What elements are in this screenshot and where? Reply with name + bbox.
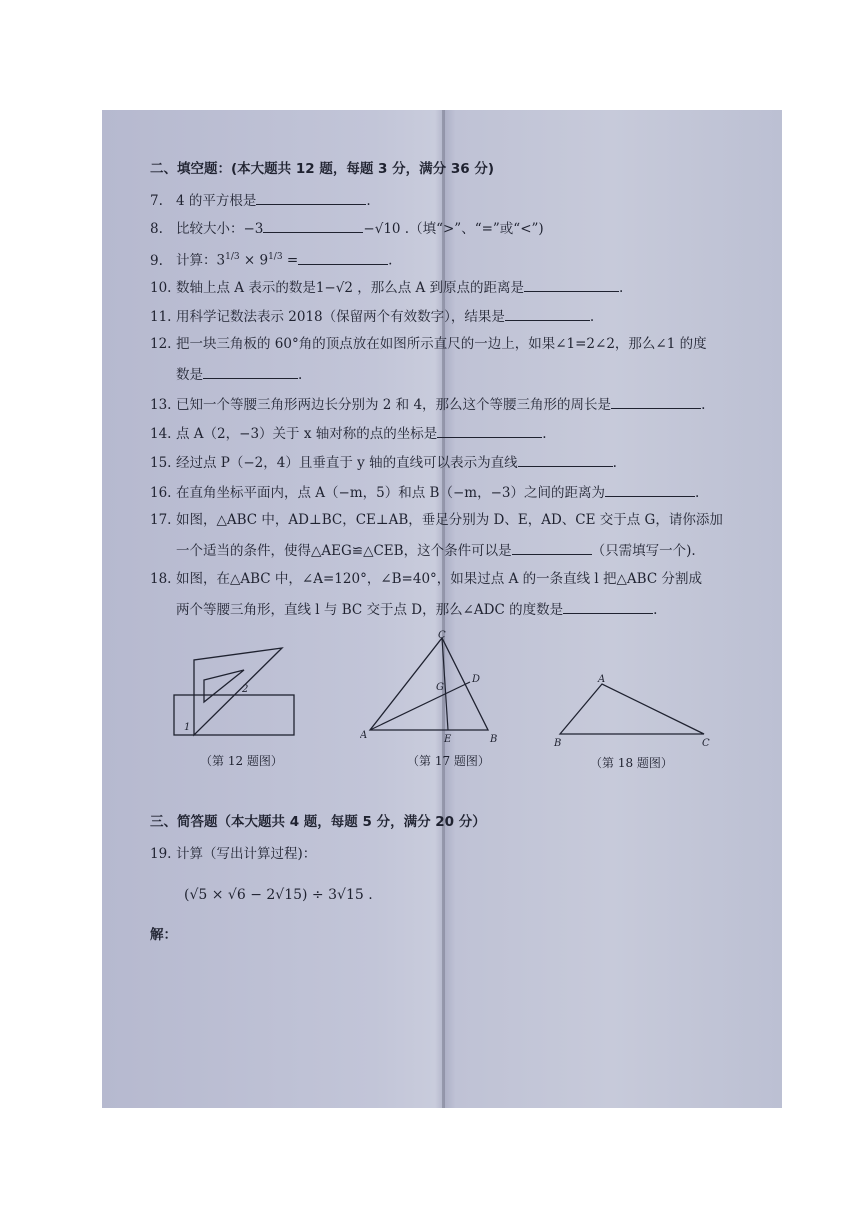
question-12: 12. 把一块三角板的 60°角的顶点放在如图所示直尺的一边上，如果∠1=2∠2，那么∠1 的度 [150, 336, 707, 352]
question-19-formula: (√5 × √6 − 2√15) ÷ 3√15 . [184, 887, 373, 903]
question-7: 7. 4 的平方根是 . [150, 190, 371, 210]
answer-blank[interactable] [505, 306, 590, 321]
fig12-caption: （第 12 题图） [200, 754, 283, 768]
answer-blank[interactable] [512, 540, 592, 555]
fig17-label-B: B [490, 734, 498, 745]
question-18-line2: 两个等腰三角形，直线 l 与 BC 交于点 D，那么∠ADC 的度数是 . [176, 599, 657, 619]
answer-blank[interactable] [263, 218, 363, 233]
fig18-label-A: A [598, 674, 606, 685]
section3-heading: 三、简答题（本大题共 4 题，每题 5 分，满分 20 分） [150, 814, 486, 830]
fig17-caption: （第 17 题图） [407, 754, 490, 768]
question-13: 13. 已知一个等腰三角形两边长分别为 2 和 4，那么这个等腰三角形的周长是 . [150, 394, 705, 414]
question-19: 19. 计算（写出计算过程)： [150, 846, 317, 862]
question-14: 14. 点 A（2，−3）关于 x 轴对称的点的坐标是 . [150, 423, 547, 443]
fig17-label-E: E [444, 734, 452, 745]
question-16: 16. 在直角坐标平面内，点 A（−m，5）和点 B（−m，−3）之间的距离为 . [150, 482, 699, 502]
answer-blank[interactable] [203, 364, 298, 379]
figure-18 [552, 672, 722, 747]
fig12-angle2-label: 2 [242, 684, 249, 695]
answer-blank[interactable] [563, 599, 653, 614]
question-17: 17. 如图，△ABC 中，AD⊥BC，CE⊥AB，垂足分别为 D、E，AD、CE 交于点 G，请你添加 [150, 512, 723, 528]
answer-blank[interactable] [298, 250, 388, 265]
fig18-label-B: B [554, 738, 562, 747]
question-11: 11. 用科学记数法表示 2018（保留两个有效数字），结果是 . [150, 306, 594, 326]
section2-heading: 二、填空题：(本大题共 12 题，每题 3 分，满分 36 分) [150, 161, 495, 177]
answer-blank[interactable] [524, 277, 619, 292]
question-15: 15. 经过点 P（−2，4）且垂直于 y 轴的直线可以表示为直线 . [150, 452, 617, 472]
figure-17 [360, 630, 510, 750]
question-18: 18. 如图，在△ABC 中，∠A=120°，∠B=40°，如果过点 A 的一条直线 l 把△ABC 分割成 [150, 571, 702, 587]
fig18-label-C: C [702, 738, 710, 747]
answer-blank[interactable] [437, 423, 542, 438]
fig18-caption: （第 18 题图） [590, 756, 673, 770]
answer-blank[interactable] [518, 452, 613, 467]
question-8: 8. 比较大小：−3 −√10 .（填“>”、“=”或“<”) [150, 218, 544, 238]
fig12-angle1-label: 1 [184, 722, 191, 733]
fig17-label-A: A [360, 730, 368, 741]
figure-12 [172, 640, 302, 745]
question-12-line2: 数是 . [176, 364, 302, 384]
answer-blank[interactable] [256, 190, 366, 205]
question-10: 10. 数轴上点 A 表示的数是1−√2 ，那么点 A 到原点的距离是 . [150, 277, 623, 297]
exam-sheet [102, 110, 782, 1108]
fig17-label-C: C [438, 630, 446, 641]
answer-blank[interactable] [605, 482, 695, 497]
answer-blank[interactable] [611, 394, 701, 409]
fig17-label-G: G [436, 682, 444, 693]
answer-label: 解： [150, 927, 177, 943]
question-17-line2: 一个适当的条件，使得△AEG≌△CEB，这个条件可以是 （只需填写一个). [176, 540, 696, 560]
fig17-label-D: D [472, 674, 481, 685]
question-9: 9. 计算：$3^{1/3} \times 9^{1/3}$ = . [150, 248, 392, 270]
